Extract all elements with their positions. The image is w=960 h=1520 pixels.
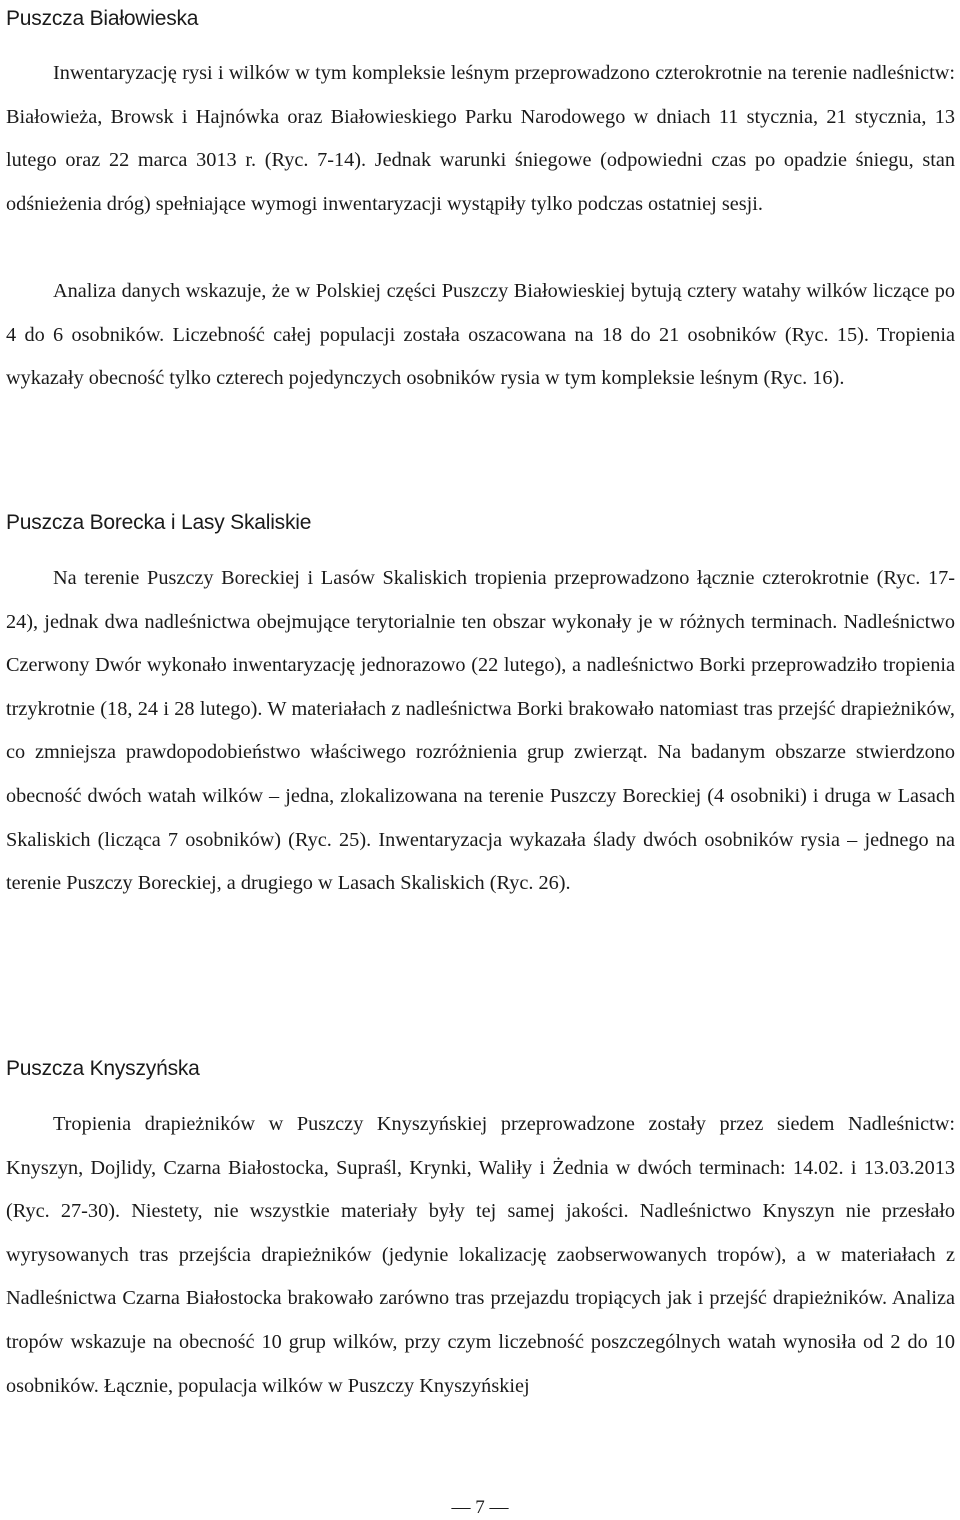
paragraph-knyszynska: Tropienia drapieżników w Puszczy Knyszyńskiej przeprowadzone zostały przez siedem Nadleśnictw: Knyszyn, Dojlidy, Czarna Białostocka, Supraśl, Krynki, Waliły i Żednia w dwóch terminach: 14.02. i 13.03.2013 (Ryc. 27-30). Niestety, nie wszystkie materiały były tej samej jakości. Nadleśnictwo Knyszyn nie przesłało wyrysowanych tras przejścia drapieżników (jedynie lokalizację zaobserwowanych tropów), a w materiałach z Nadleśnictwa Czarna Białostocka brakowało zarówno tras przejazdu tropiących jak i przejść drapieżników. Analiza tropów wskazuje na obecność 10 grup wilków, przy czym liczebność poszczególnych watah wynosiła od 2 do 10 osobników. Łącznie, populacja wilków w Puszczy Knyszyńskiej — [6, 1113, 955, 1397]
paragraph-bialowieska-analysis: Analiza danych wskazuje, że w Polskiej części Puszczy Białowieskiej bytują cztery watahy wilków liczące po 4 do 6 osobników. Liczebność całej populacji została oszacowana na 18 do 21 osobników (Ryc. 15). Tropienia wykazały obecność tylko czterech pojedynczych osobników rysia w tym kompleksie leśnym (Ryc. 16). — [6, 280, 955, 390]
paragraph-bialowieska-inventory: Inwentaryzację rysi i wilków w tym kompleksie leśnym przeprowadzono czterokrotnie na terenie nadleśnictw: Białowieża, Browsk i Hajnówka oraz Białowieskiego Parku Narodowego w dniach 11 stycznia, 21 stycznia, 13 lutego oraz 22 marca 3013 r. (Ryc. 7-14). Jednak warunki śniegowe (odpowiedni czas po opadzie śniegu, stan odśnieżenia dróg) spełniające wymogi inwentaryzacji wystąpiły tylko podczas ostatniej sesji. — [6, 62, 955, 215]
paragraph-borecka: Na terenie Puszczy Boreckiej i Lasów Skaliskich tropienia przeprowadzono łącznie czterokrotnie (Ryc. 17-24), jednak dwa nadleśnictwa obejmujące terytorialnie ten obszar wykonały je w różnych terminach. Nadleśnictwo Czerwony Dwór wykonało inwentaryzację jednorazowo (22 lutego), a nadleśnictwo Borki przeprowadziło tropienia trzykrotnie (18, 24 i 28 lutego). W materiałach z nadleśnictwa Borki brakowało natomiast tras przejść drapieżników, co zmniejsza prawdopodobieństwo właściwego rozróżnienia grup zwierząt. Na badanym obszarze stwierdzono obecność dwóch watah wilków – jedna, zlokalizowana na terenie Puszczy Boreckiej (4 osobniki) i druga w Lasach Skaliskich (licząca 7 osobników) (Ryc. 25). Inwentaryzacja wykazała ślady dwóch osobników rysia – jednego na terenie Puszczy Boreckiej, a drugiego w Lasach Skaliskich (Ryc. 26). — [6, 567, 955, 895]
page-number: — 7 — — [451, 1497, 509, 1518]
section-heading-knyszynska: Puszcza Knyszyńska — [6, 1057, 200, 1080]
section-heading-bialowieska: Puszcza Białowieska — [6, 7, 199, 30]
section-heading-borecka: Puszcza Borecka i Lasy Skaliskie — [6, 511, 312, 534]
